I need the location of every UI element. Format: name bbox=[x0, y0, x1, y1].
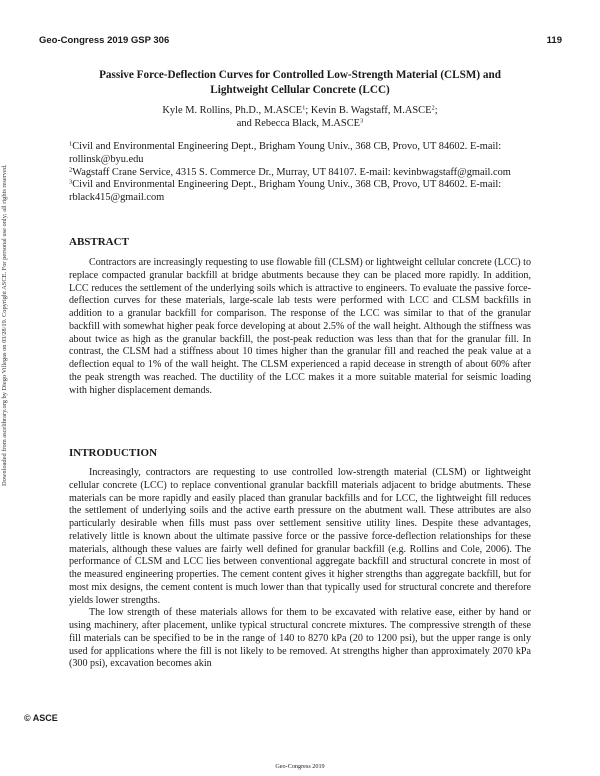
running-header: Geo-Congress 2019 GSP 306 bbox=[39, 35, 170, 46]
abstract-body bbox=[69, 257, 531, 397]
author-1-sup: 1 bbox=[302, 104, 306, 112]
affiliation-1-sup: 1 bbox=[69, 140, 73, 148]
introduction-heading: INTRODUCTION bbox=[69, 447, 158, 459]
introduction-paragraph-2: The low strength of these materials allows for them to be excavated with relative ease, either by hand or using machinery, after placement, unlike typical structural concrete mixtures. The compressive strength of these fill materials can be specified to be in the range of 140 to 8270 kPa (20 to 1200 psi), but the upper range is only used for applications where the fill is not likely to be removed. At strengths higher than approximately 2070 kPa (300 psi), excavation becomes akin bbox=[69, 607, 531, 670]
author-2-sup: 2 bbox=[431, 104, 435, 112]
author-separator-2: ; bbox=[434, 105, 438, 116]
paper-title: Passive Force-Deflection Curves for Controlled Low-Strength Material (CLSM) and Lightweight Cellular Concrete (LCC) bbox=[99, 69, 501, 96]
affiliation-3-text: Civil and Environmental Engineering Dept., Brigham Young Univ., 368 CB, Provo, UT 84602. E-mail: rblack415@gmail.com bbox=[69, 179, 502, 204]
page-footer: Geo-Congress 2019 bbox=[275, 763, 325, 770]
copyright-notice: © ASCE bbox=[24, 713, 58, 723]
author-1: Kyle M. Rollins, Ph.D., M.ASCE bbox=[162, 105, 303, 116]
abstract-paragraph: Contractors are increasingly requesting to use flowable fill (CLSM) or lightweight cellular concrete (LCC) to replace compacted granular backfill at bridge abutments because they can be placed more rapidly. In addition, LCC reduces the settlement of the underlying soils which is attractive to engineers. To evaluate the passive force-deflection curves for these materials, large-scale lab tests were performed with LCC and CLSM backfills in addition to a granular backfill for comparison. The response of the LCC was similar to that of the granular backfill with somewhat higher peak force developing at about 2.5% of the wall height. Although the stiffness was about twice as high as the granular backfill, the post-peak reduction was less than that for the granular fill. In contrast, the CLSM had a stiffness about 10 times higher than the granular fill and reached the peak value at a deflection equal to 1% of the wall height. The CLSM experienced a rapid decease in strength of about 60% after the peak strength was reached. The ductility of the LCC makes it a more suitable material for seismic loading with higher displacement demands. bbox=[69, 257, 531, 396]
abstract-heading: ABSTRACT bbox=[69, 236, 129, 248]
author-list bbox=[60, 104, 540, 130]
affiliations bbox=[69, 141, 539, 205]
introduction-paragraph-1: Increasingly, contractors are requesting to use controlled low-strength material (CLSM) or lightweight cellular concrete (LCC) to replace conventional granular backfill materials adjacent to bridge abutments. These materials can be more rapidly and easily placed than granular backfills and for LCC, the lightweight fill reduces the settlement of underlying soils and the active earth pressure on the abutment wall. These attributes are also particularly desirable when fills must pass over settlement sensitive utility lines. Despite these advantages, relatively little is known about the ultimate passive force or the passive force-deflection relationships for these materials, although these values are fairly well defined for granular backfill (e.g. Rollins and Cole, 2006). The performance of CLSM and LCC lies between conventional aggregate backfill and structural concrete in most of the measured engineering properties. The cement content gives it higher strengths than aggregate backfill, but for most mix designs, the cement content is much lower than that typically used for structural concrete and therefore yields lower strengths. bbox=[69, 467, 531, 606]
affiliation-2 bbox=[69, 167, 539, 180]
author-3: and Rebecca Black, M.ASCE bbox=[236, 118, 360, 129]
affiliation-3-sup: 3 bbox=[69, 178, 73, 186]
introduction-body bbox=[69, 467, 531, 671]
affiliation-1 bbox=[69, 141, 539, 167]
author-separator: ; Kevin B. Wagstaff, M.ASCE bbox=[305, 105, 432, 116]
author-3-sup: 3 bbox=[359, 117, 364, 125]
download-notice-text: Downloaded from ascelibrary.org by Diego Villegas on 03/28/19. Copyright ASCE. For personal use only; all rights reserved. bbox=[1, 164, 8, 486]
affiliation-1-text: Civil and Environmental Engineering Dept., Brigham Young Univ., 368 CB, Provo, UT 84602. E-mail: rollinsk@byu.edu bbox=[69, 141, 502, 165]
affiliation-2-text: Wagstaff Crane Service, 4315 S. Commerce Dr., Murray, UT 84107. E-mail: kevinbwagstaff@gmail.com bbox=[72, 166, 511, 178]
affiliation-2-sup: 2 bbox=[69, 166, 73, 174]
page-number: 119 bbox=[546, 35, 562, 46]
affiliation-3 bbox=[69, 179, 539, 205]
